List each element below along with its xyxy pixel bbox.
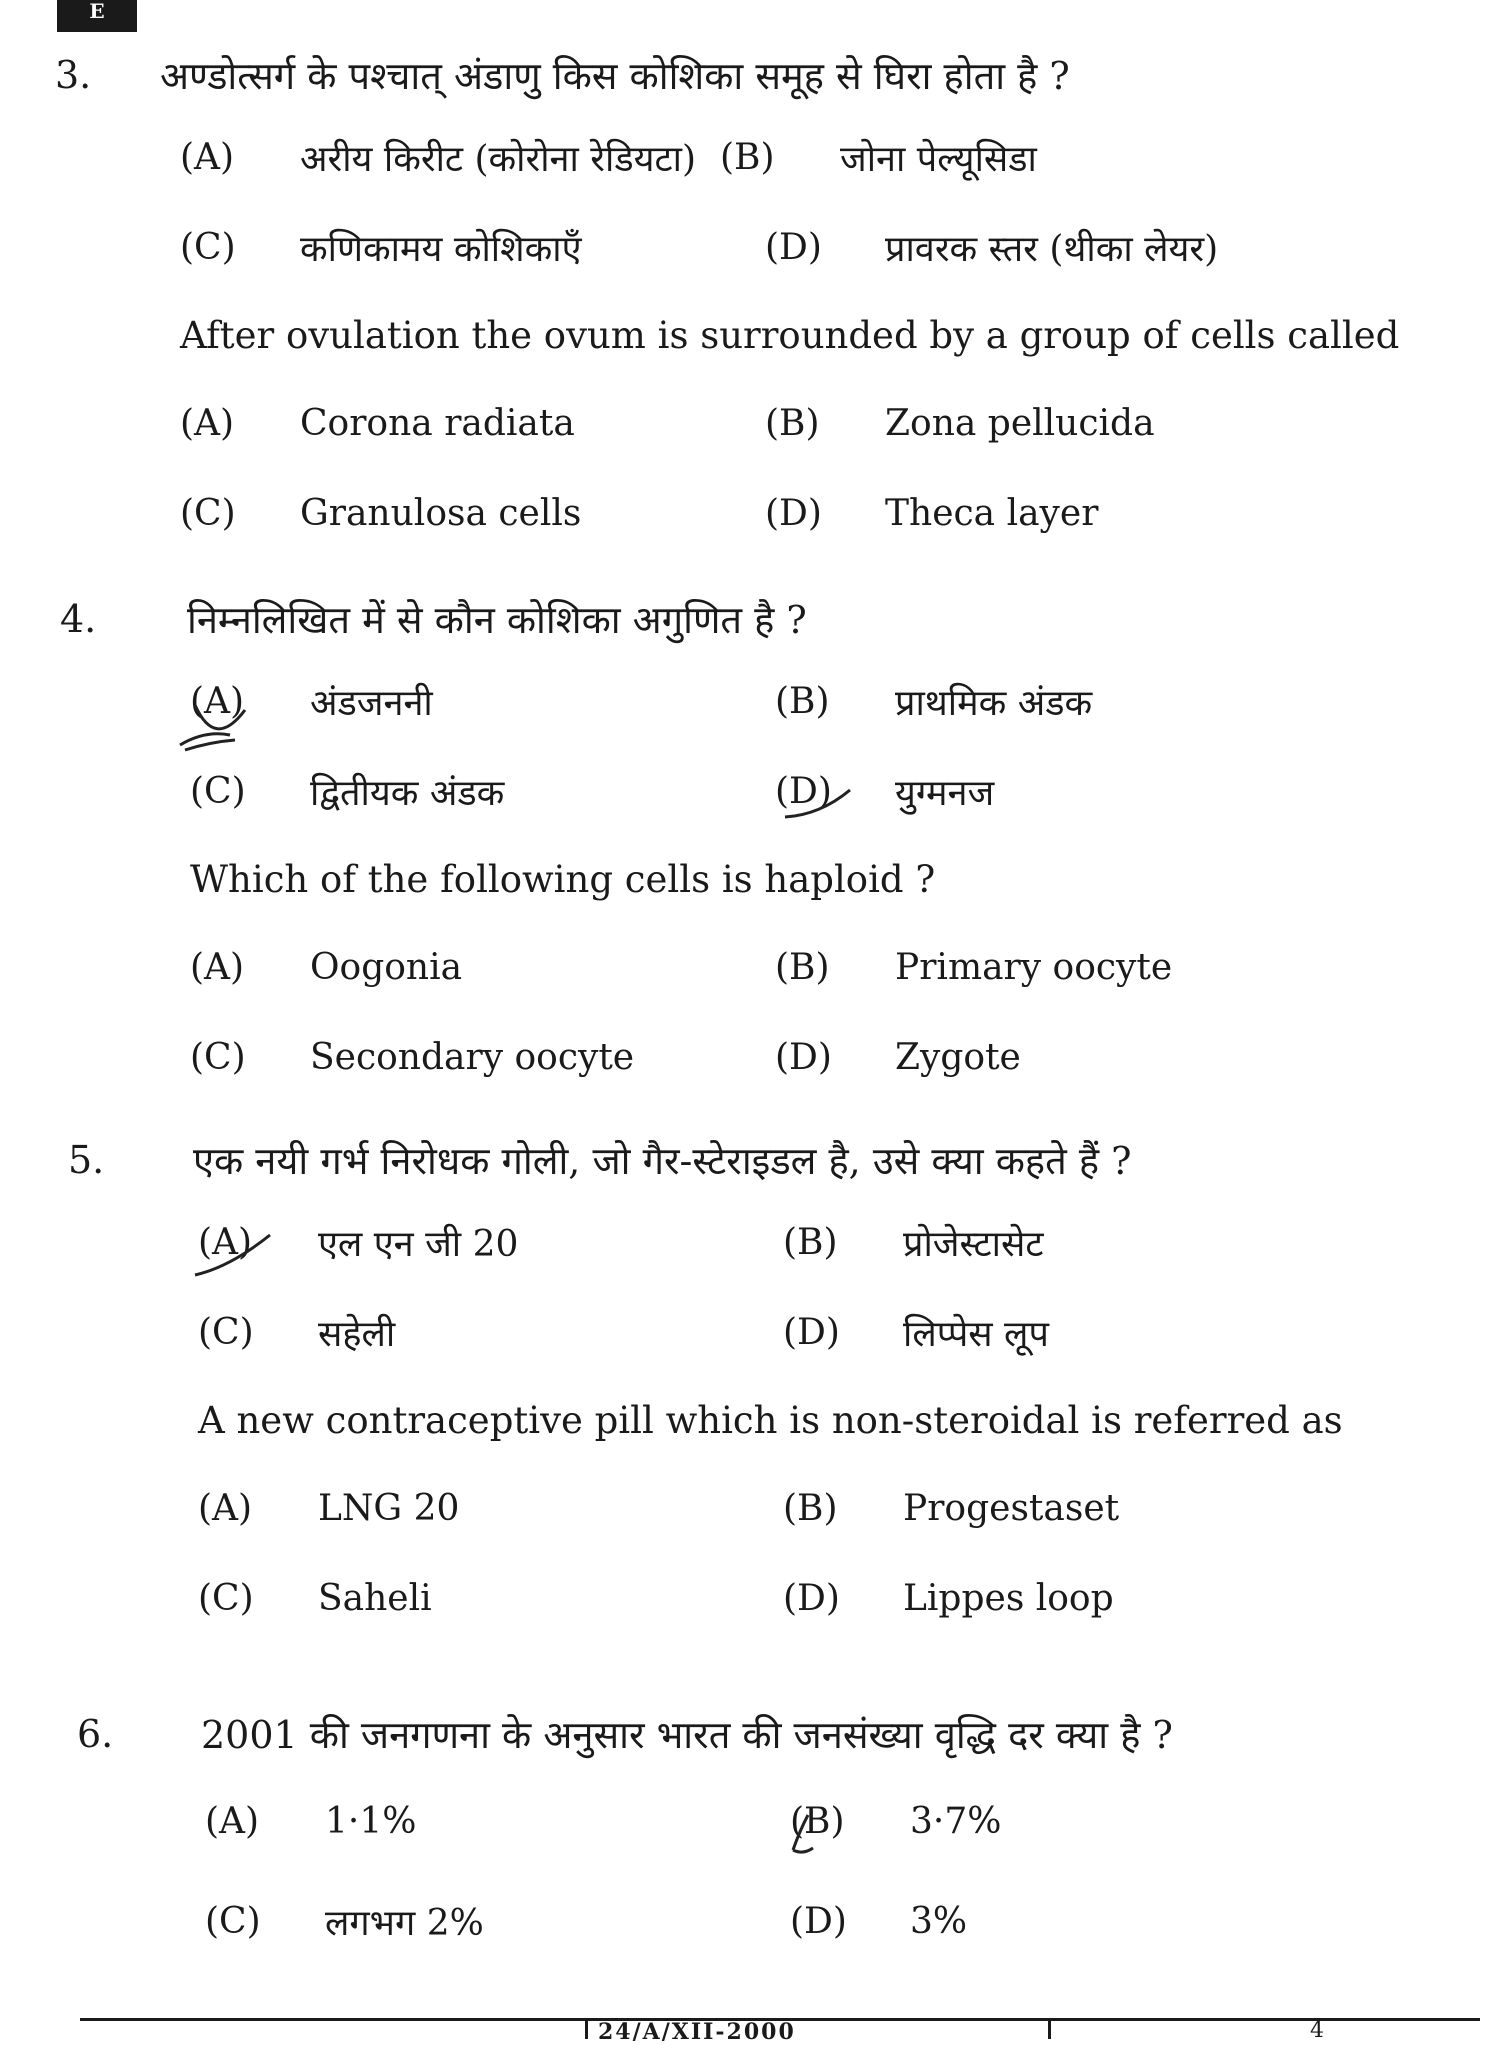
option-en-a: (A) Corona radiata bbox=[180, 402, 575, 444]
option-en-d: (D) Theca layer bbox=[765, 492, 1099, 534]
tab-letter: E bbox=[89, 0, 105, 23]
question-number: 4. bbox=[60, 597, 97, 641]
question-hindi: निम्नलिखित में से कौन कोशिका अगुणित है ? bbox=[187, 598, 807, 642]
option-en-a: (A) LNG 20 bbox=[198, 1487, 460, 1529]
pen-tick-mark bbox=[780, 775, 860, 825]
question-4 bbox=[0, 582, 1505, 1102]
question-english: A new contraceptive pill which is non-steroidal is referred as bbox=[198, 1398, 1343, 1442]
question-hindi: अण्डोत्सर्ग के पश्चात् अंडाणु किस कोशिका समूह से घिरा होता है ? bbox=[160, 54, 1070, 98]
question-number: 3. bbox=[55, 53, 92, 97]
option-en-c: (C) Secondary oocyte bbox=[190, 1036, 635, 1078]
option-hi-a: (A) एल एन जी 20 bbox=[198, 1221, 519, 1265]
pen-tick-mark bbox=[175, 690, 255, 760]
question-hindi: 2001 की जनगणना के अनुसार भारत की जनसंख्या वृद्धि दर क्या है ? bbox=[201, 1713, 1173, 1757]
page-corner-tab bbox=[57, 0, 137, 32]
option-hi-b: (B) प्रोजेस्टासेट bbox=[783, 1221, 1044, 1265]
pen-tick-mark bbox=[190, 1225, 280, 1285]
page-footer bbox=[80, 2016, 1480, 2045]
option-hi-c: (C) सहेली bbox=[198, 1311, 396, 1355]
option-hi-b: (B) 3·7% bbox=[790, 1800, 1002, 1842]
option-en-c: (C) Saheli bbox=[198, 1577, 432, 1619]
option-en-d: (D) Zygote bbox=[775, 1036, 1021, 1078]
option-hi-a: (A) अंडजननी bbox=[190, 680, 433, 724]
option-hi-d: (D) 3% bbox=[790, 1900, 968, 1942]
page-number: 4 bbox=[1310, 2018, 1324, 2043]
option-hi-b: (B) जोना पेल्यूसिडा bbox=[720, 136, 1037, 180]
option-hi-d: (D) लिप्पेस लूप bbox=[783, 1311, 1049, 1355]
option-hi-c: (C) द्वितीयक अंडक bbox=[190, 770, 505, 814]
option-hi-d: (D) प्रावरक स्तर (थीका लेयर) bbox=[765, 226, 1219, 270]
question-english: Which of the following cells is haploid ? bbox=[190, 857, 936, 901]
option-en-c: (C) Granulosa cells bbox=[180, 492, 582, 534]
option-hi-a: (A) 1·1% bbox=[205, 1800, 417, 1842]
question-number: 6. bbox=[77, 1712, 114, 1756]
option-en-b: (B) Primary oocyte bbox=[775, 946, 1173, 988]
option-en-a: (A) Oogonia bbox=[190, 946, 463, 988]
question-5 bbox=[0, 1123, 1505, 1643]
option-en-b: (B) Progestaset bbox=[783, 1487, 1120, 1529]
option-hi-d: (D) युग्मनज bbox=[775, 770, 995, 814]
option-hi-c: (C) कणिकामय कोशिकाएँ bbox=[180, 226, 582, 270]
question-hindi: एक नयी गर्भ निरोधक गोली, जो गैर-स्टेराइडल है, उसे क्या कहते हैं ? bbox=[193, 1139, 1132, 1183]
option-hi-c: (C) लगभग 2% bbox=[205, 1900, 484, 1944]
question-3 bbox=[0, 38, 1505, 558]
option-en-b: (B) Zona pellucida bbox=[765, 402, 1155, 444]
footer-code: 24/A/XII-2000 bbox=[598, 2019, 796, 2045]
option-en-d: (D) Lippes loop bbox=[783, 1577, 1114, 1619]
question-number: 5. bbox=[68, 1138, 105, 1182]
pen-tick-mark bbox=[788, 1810, 828, 1860]
question-6 bbox=[0, 1697, 1505, 1971]
footer-code-box bbox=[585, 2018, 1051, 2045]
question-english: After ovulation the ovum is surrounded by a group of cells called bbox=[180, 313, 1400, 357]
option-hi-a: (A) अरीय किरीट (कोरोना रेडियटा) bbox=[180, 136, 696, 180]
option-hi-b: (B) प्राथमिक अंडक bbox=[775, 680, 1093, 724]
